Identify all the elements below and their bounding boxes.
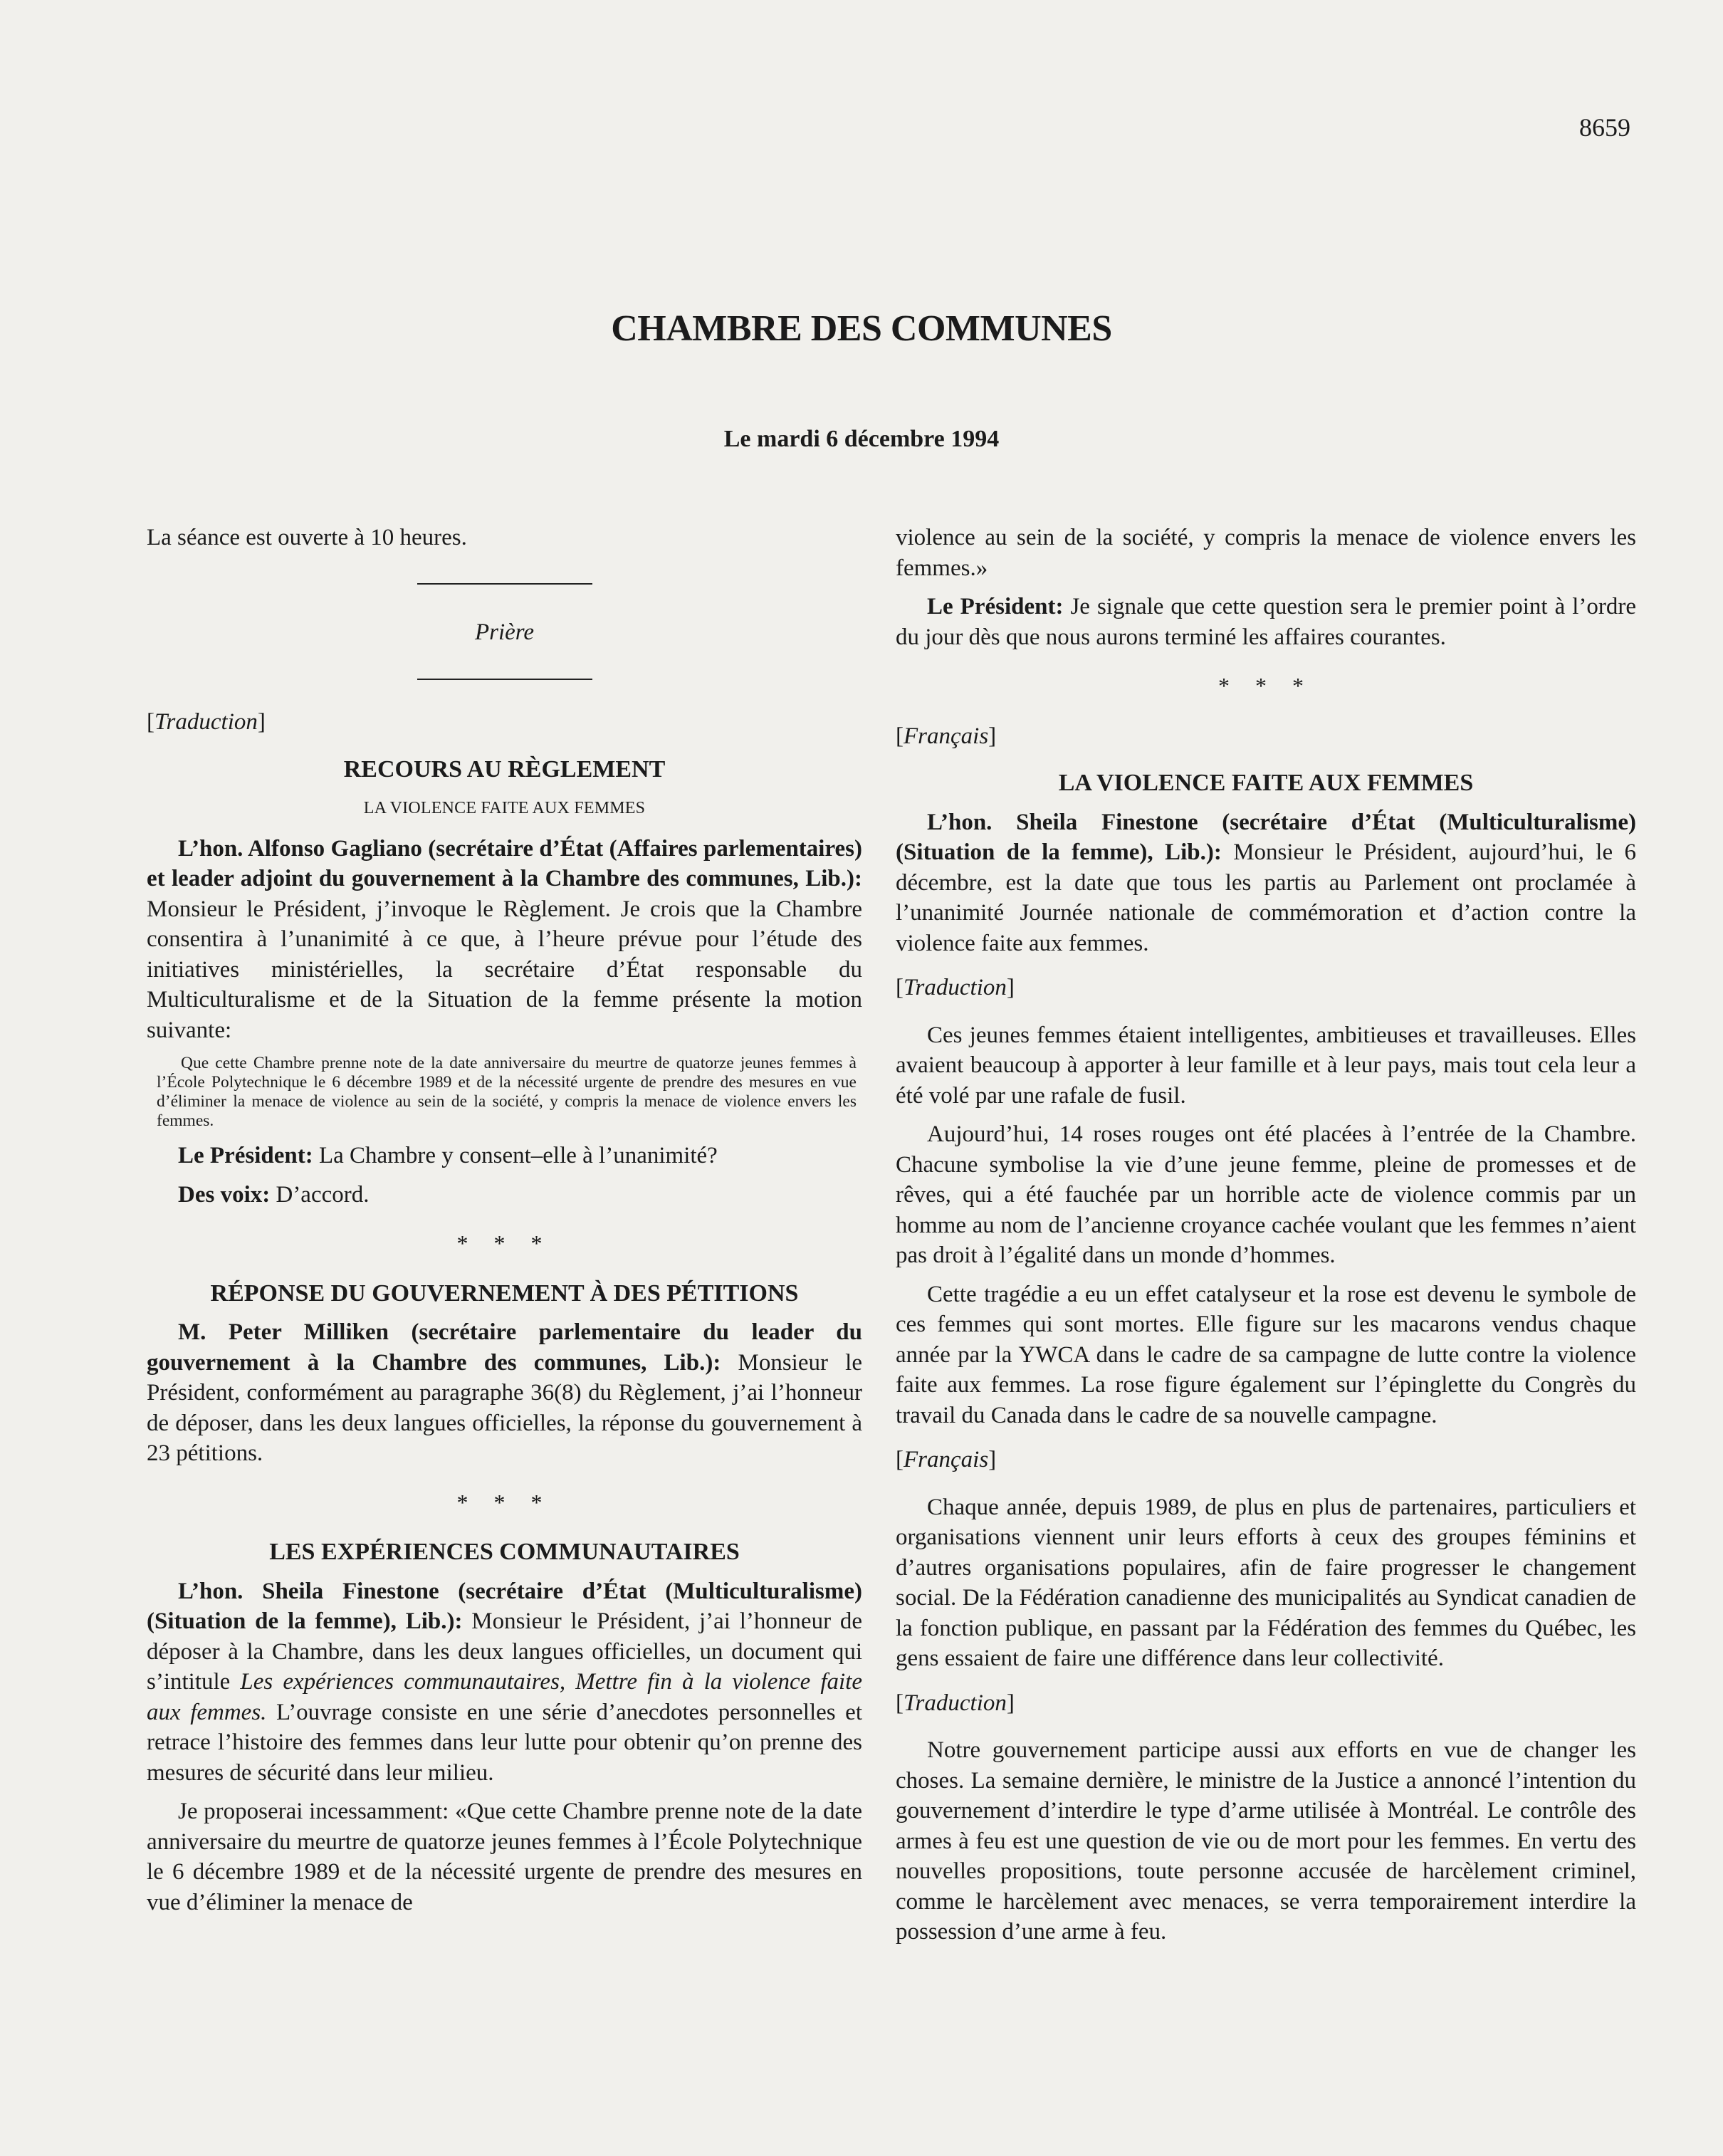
language-marker-text: Français — [904, 1447, 989, 1472]
speech-paragraph: Notre gouvernement participe aussi aux efforts en vue de changer les choses. La semaine dernière, le ministre de la Justice a annoncé l’intention du gouvernement d’interdire le type d’arme utilisée à Montréal. Le contrôle des armes à feu est une question de vie ou de mort pour les femmes. En vertu des nouvelles propositions, toute personne accusée de harcèlement criminel, comme le harcèlement avec menaces, se verra temporairement interdire la possession d’une arme à feu. — [896, 1737, 1636, 1945]
speech-paragraph — [147, 1576, 862, 1789]
language-marker: [Traduction] — [896, 975, 1015, 1000]
speaker-name: L’hon. Sheila Finestone (secrétaire d’État (Multiculturalisme) (Situation de la femme), Lib.): — [147, 1578, 862, 1634]
section-subheading: LA VIOLENCE FAITE AUX FEMMES — [363, 799, 646, 817]
right-column — [896, 523, 1636, 1956]
speaker-name: Le Président: — [927, 594, 1064, 619]
sitting-open-text: La séance est ouverte à 10 heures. — [147, 525, 467, 550]
page-title: CHAMBRE DES COMMUNES — [611, 308, 1112, 349]
speaker-name: L’hon. Sheila Finestone (secrétaire d’État (Multiculturalisme) (Situation de la femme), Lib.): — [896, 809, 1636, 865]
page-number: 8659 — [1579, 113, 1630, 142]
left-column — [147, 523, 862, 1926]
section-heading: LES EXPÉRIENCES COMMUNAUTAIRES — [269, 1539, 740, 1565]
speech-paragraph: Aujourd’hui, 14 roses rouges ont été placées à l’entrée de la Chambre. Chacune symbolise la vie d’une jeune femme, pleine de promesses et de rêves, qui a été fauchée par un horrible acte de violence commis par un homme au nom de l’ancienne croyance cachée voulant que les femmes n’aient pas droit à l’égalité dans un monde d’hommes. — [896, 1121, 1636, 1268]
language-marker-text: Traduction — [155, 709, 258, 735]
section-separator: * * * — [456, 1230, 552, 1256]
speech-paragraph: violence au sein de la société, y compris la menace de violence envers les femmes.» — [896, 525, 1636, 581]
speech-paragraph — [147, 834, 862, 1046]
speech-text: Monsieur le Président, conformément au paragraphe 36(8) du Règlement, j’ai l’honneur de déposer, dans les deux langues officielles, la réponse du gouvernement à 23 pétitions. — [147, 1349, 862, 1466]
divider-rule — [417, 679, 592, 680]
speech-text: Monsieur le Président, j’ai l’honneur de déposer à la Chambre, dans les deux langues officielles, un document qui s’intitule — [147, 1608, 862, 1695]
speech-paragraph — [147, 1317, 862, 1469]
language-marker: [Traduction] — [147, 709, 266, 735]
document-title: Les expériences communautaires, Mettre fin à la violence faite aux femmes. — [147, 1669, 862, 1725]
section-separator: * * * — [1218, 673, 1314, 698]
speech-paragraph: Je proposerai incessamment: «Que cette Chambre prenne note de la date anniversaire du meurtre de quatorze jeunes femmes à l’École Polytechnique le 6 décembre 1989 et de la nécessité urgente de prendre des mesures en vue d’éliminer la menace de — [147, 1799, 862, 1915]
speech-paragraph — [896, 592, 1636, 652]
language-marker-text: Traduction — [904, 975, 1007, 1000]
speech-paragraph — [147, 1141, 862, 1171]
prayer-label: Prière — [474, 619, 535, 645]
speech-paragraph: Cette tragédie a eu un effet catalyseur et la rose est devenu le symbole de ces femmes qui sont mortes. Elle figure sur les macarons vendus chaque année par la YWCA dans le cadre de sa campagne de lutte contre la violence faite aux femmes. La rose figure également sur l’épinglette du Congrès du travail du Canada dans le cadre de sa nouvelle campagne. — [896, 1281, 1636, 1428]
speech-paragraph — [147, 1180, 862, 1210]
speech-text: L’ouvrage consiste en une série d’anecdotes personnelles et retrace l’histoire des femmes dans leur lutte pour obtenir qu’on prenne des mesures de sécurité dans leur milieu. — [147, 1699, 862, 1786]
speaker-name: L’hon. Alfonso Gagliano (secrétaire d’État (Affaires parlementaires) et leader adjoint du gouvernement à la Chambre des communes, Lib.): — [147, 835, 862, 891]
speech-text: Je signale que cette question sera le premier point à l’ordre du jour dès que nous aurons terminé les affaires courantes. — [896, 594, 1636, 650]
language-marker: [Traduction] — [896, 1690, 1015, 1716]
language-marker-text: Traduction — [904, 1690, 1007, 1716]
speech-paragraph: Chaque année, depuis 1989, de plus en plus de partenaires, particuliers et organisations viennent unir leurs efforts à ceux des groupes féminins et d’autres organisations populaires, afin de faire progresser le changement social. De la Fédération canadienne des municipalités au Syndicat canadien de la fonction publique, en passant par la Fédération des femmes du Québec, les gens essaient de faire une différence dans leur collectivité. — [896, 1494, 1636, 1671]
section-heading: LA VIOLENCE FAITE AUX FEMMES — [1058, 770, 1474, 796]
speaker-name: Des voix: — [178, 1181, 271, 1208]
speech-text: Monsieur le Président, j’invoque le Règlement. Je crois que la Chambre consentira à l’unanimité à ce que, à l’heure prévue pour l’étude des initiatives ministérielles, la secrétaire d’État responsable du Multiculturalisme et de la Situation de la femme présente la motion suivante: — [147, 896, 862, 1043]
sitting-date: Le mardi 6 décembre 1994 — [723, 426, 1000, 452]
divider-rule — [417, 583, 592, 585]
section-heading: RECOURS AU RÈGLEMENT — [343, 755, 666, 783]
motion-text: Que cette Chambre prenne note de la date anniversaire du meurtre de quatorze jeunes femmes à l’École Polytechnique le 6 décembre 1989 et de la nécessité urgente de prendre des mesures en vue d’éliminer la menace de violence au sein de la société, y compris la menace de violence envers les femmes. — [157, 1054, 857, 1130]
language-marker-text: Français — [904, 723, 989, 749]
language-marker: [Français] — [896, 723, 997, 749]
speech-paragraph: Ces jeunes femmes étaient intelligentes, ambitieuses et travailleuses. Elles avaient beaucoup à apporter à leur famille et à leur pays, mais tout cela leur a été volé par une rafale de fusil. — [896, 1022, 1636, 1109]
speech-text: Monsieur le Président, aujourd’hui, le 6 décembre, est la date que tous les partis au Parlement ont proclamée à l’unanimité Journée nationale de commémoration et d’action contre la violence faite aux femmes. — [896, 839, 1637, 956]
section-heading: RÉPONSE DU GOUVERNEMENT À DES PÉTITIONS — [210, 1280, 799, 1307]
speech-text: La Chambre y consent–elle à l’unanimité? — [313, 1143, 718, 1168]
speaker-name: Le Président: — [178, 1143, 313, 1168]
speaker-name: M. Peter Milliken (secrétaire parlementaire du leader du gouvernement à la Chambre des communes, Lib.): — [147, 1319, 862, 1376]
section-separator: * * * — [456, 1489, 552, 1515]
speech-paragraph — [896, 807, 1636, 959]
language-marker: [Français] — [896, 1447, 997, 1472]
speech-text: D’accord. — [270, 1181, 370, 1208]
